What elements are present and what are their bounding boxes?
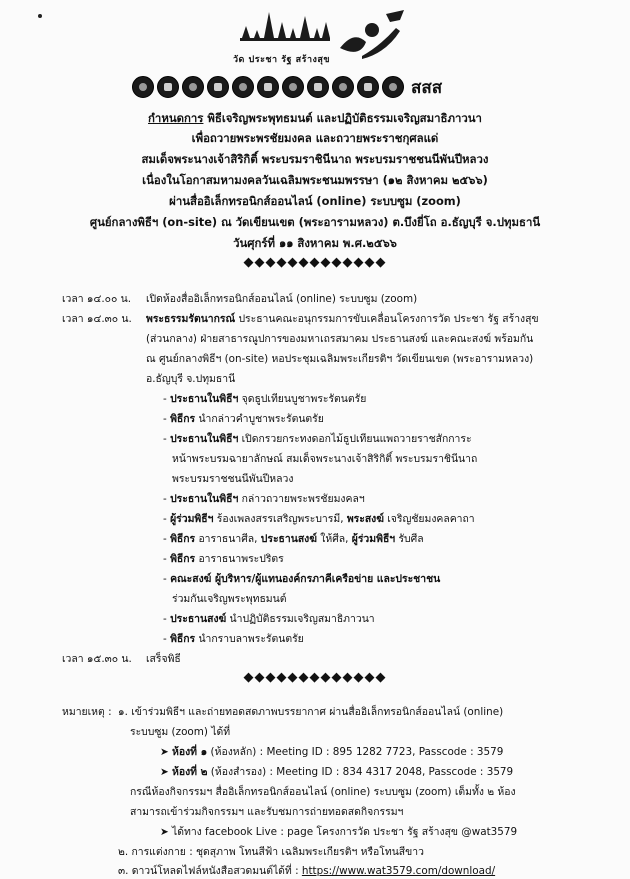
step-1: - ประธานในพิธีฯ จุดธูปเทียนบูชาพระรัตนตรัย (163, 393, 367, 405)
emblem-10-icon (357, 76, 379, 98)
emblem-6-icon (257, 76, 279, 98)
title-line-6: ศูนย์กลางพิธีฯ (on-site) ณ วัดเขียนเขต (พระอารามหลวง) ต.บึงยี่โถ อ.ธัญบุรี จ.ปทุมธานี (89, 215, 541, 229)
title-line-3: สมเด็จพระนางเจ้าสิริกิติ์ พระบรมราชินีนาถ พระบรมราชชนนีพันปีหลวง (141, 152, 489, 166)
schedule-time-3: เวลา ๑๕.๓๐ น. (62, 653, 132, 665)
step-2: - พิธีกร นำกล่าวคำบูชาพระรัตนตรัย (163, 413, 324, 425)
step-8-line2: ร่วมกันเจริญพระพุทธมนต์ (172, 593, 287, 605)
emblem-3-icon (182, 76, 204, 98)
title-line-4: เนื่องในโอกาสมหามงคลวันเฉลิมพระชนมพรรษา (๑๒ สิงหาคม ๒๕๖๖) (142, 173, 488, 187)
emblem-9-icon (332, 76, 354, 98)
emblem-8-icon (307, 76, 329, 98)
logo-caption: วัด ประชา รัฐ สร้างสุข (233, 55, 331, 65)
page-mark (38, 14, 42, 18)
facebook-live: ➤ ได้ทาง facebook Live : page โครงการวัด ประชา รัฐ สร้างสุข @wat3579 (160, 826, 518, 838)
schedule-text-1: เปิดห้องสื่ออิเล็กทรอนิกส์ออนไลน์ (online) ระบบซูม (zoom) (146, 293, 418, 305)
title-line-2: เพื่อถวายพระพรชัยมงคล และถวายพระราชกุศลแด่ (191, 131, 439, 145)
zoom-room-1: ➤ ห้องที่ ๑ (ห้องหลัก) : Meeting ID : 895 1282 7723, Passcode : 3579 (160, 746, 504, 758)
schedule-text-2: พระธรรมรัตนากรณ์ ประธานคณะอนุกรรมการขับเคลื่อนโครงการวัด ประชา รัฐ สร้างสุข (146, 313, 539, 325)
note-3: ๓. ดาวน์โหลดไฟล์หนังสือสวดมนต์ได้ที่ : https://www.wat3579.com/download/ (118, 865, 496, 877)
step-9: - ประธานสงฆ์ นำปฏิบัติธรรมเจริญสมาธิภาวนา (163, 613, 375, 625)
step-4: - ประธานในพิธีฯ กล่าวถวายพระพรชัยมงคลฯ (163, 493, 365, 505)
zoom-room-2: ➤ ห้องที่ ๒ (ห้องสำรอง) : Meeting ID : 834 4317 2048, Passcode : 3579 (160, 766, 514, 778)
emblem-7-icon (282, 76, 304, 98)
notes-label: หมายเหตุ : (62, 706, 112, 718)
partner-emblems (132, 74, 448, 100)
step-3-line2: หน้าพระบรมฉายาลักษณ์ สมเด็จพระนางเจ้าสิริกิติ์ พระบรมราชินีนาถ (172, 453, 478, 465)
schedule-text-3: เสร็จพิธี (146, 653, 181, 665)
note-1: ๑. เข้าร่วมพิธีฯ และถ่ายทอดสดภาพบรรยากาศ ผ่านสื่ออิเล็กทรอนิกส์ออนไลน์ (online) (118, 706, 504, 718)
step-3-line3: พระบรมราชชนนีพันปีหลวง (172, 473, 294, 485)
thaihealth-logo: สสส (411, 77, 443, 98)
step-8: - คณะสงฆ์ ผู้บริหาร/ผู้แทนองค์กรภาคีเครือข่าย และประชาชน (163, 573, 441, 585)
schedule-text-2-line4: อ.ธัญบุรี จ.ปทุมธานี (146, 373, 236, 385)
note-1-line2: ระบบซูม (zoom) ได้ที่ (130, 726, 231, 738)
note-1-line4: สามารถเข้าร่วมกิจกรรมฯ และรับชมการถ่ายทอดสดกิจกรรมฯ (130, 806, 404, 818)
diamond-divider-bottom: ◆◆◆◆◆◆◆◆◆◆◆◆◆ (243, 670, 387, 685)
note-2: ๒. การแต่งกาย : ชุดสุภาพ โทนสีฟ้า เฉลิมพระเกียรติฯ หรือโทนสีขาว (118, 846, 424, 858)
title-line-1: กำหนดการ พิธีเจริญพระพุทธมนต์ และปฏิบัติธรรมเจริญสมาธิภาวนา (148, 111, 482, 125)
title-line-5: ผ่านสื่ออิเล็กทรอนิกส์ออนไลน์ (online) ระบบซูม (zoom) (169, 194, 461, 208)
step-7: - พิธีกร อาราธนาพระปริตร (163, 553, 284, 565)
diamond-divider-top: ◆◆◆◆◆◆◆◆◆◆◆◆◆ (243, 255, 387, 270)
schedule-text-2-line3: ณ ศูนย์กลางพิธีฯ (on-site) หอประชุมเฉลิมพระเกียรติฯ วัดเขียนเขต (พระอารามหลวง) (146, 353, 534, 365)
emblem-4-icon (207, 76, 229, 98)
note-1-line3: กรณีห้องกิจกรรมฯ สื่ออิเล็กทรอนิกส์ออนไลน์ (online) ระบบซูม (zoom) เต็มทั้ง ๒ ห้อง (130, 786, 516, 798)
schedule-text-2-line2: (ส่วนกลาง) ฝ่ายสาธารณูปการของมหาเถรสมาคม ประธานสงฆ์ และคณะสงฆ์ พร้อมกัน (146, 333, 534, 345)
step-10: - พิธีกร นำกราบลาพระรัตนตรัย (163, 633, 304, 645)
download-link[interactable]: https://www.wat3579.com/download/ (301, 865, 496, 877)
emblem-5-icon (232, 76, 254, 98)
schedule-time-1: เวลา ๑๔.๐๐ น. (62, 293, 132, 305)
emblem-11-icon (382, 76, 404, 98)
title-date: วันศุกร์ที่ ๑๑ สิงหาคม พ.ศ.๒๕๖๖ (233, 236, 397, 250)
step-5: - ผู้ร่วมพิธีฯ ร้องเพลงสรรเสริญพระบารมี, พระสงฆ์ เจริญชัยมงคลคาถา (163, 513, 475, 525)
emblem-2-icon (157, 76, 179, 98)
emblem-1-icon (132, 76, 154, 98)
schedule-time-2: เวลา ๑๔.๓๐ น. (62, 313, 132, 325)
title-label: กำหนดการ (148, 111, 204, 125)
step-3: - ประธานในพิธีฯ เปิดกรวยกระทงดอกไม้ธูปเทียนแพถวายราชสักการะ (163, 433, 472, 445)
step-6: - พิธีกร อาราธนาศีล, ประธานสงฆ์ ให้ศีล, ผู้ร่วมพิธีฯ รับศีล (163, 533, 424, 545)
